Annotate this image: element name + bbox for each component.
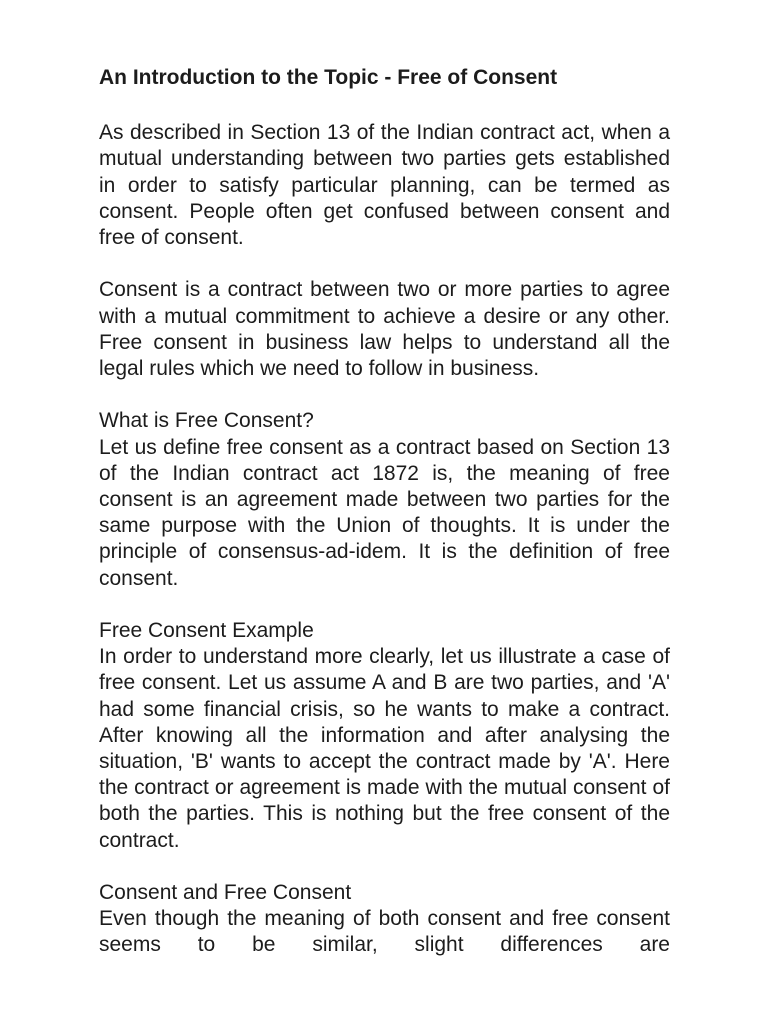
- document-page: [99, 62, 670, 985]
- intro-paragraph: Consent is a contract between two or more parties to agree with a mutual commitment to achieve a desire or any other. Free consent in business law helps to understand all the legal rules which we need to follow in business.: [99, 278, 670, 380]
- section-heading-what-is-free-consent: What is Free Consent?: [99, 409, 314, 433]
- document-title: An Introduction to the Topic - Free of Consent: [99, 66, 558, 89]
- section-body-consent-and-free-consent: Even though the meaning of both consent and free consent seems to be similar, slight differences are: [99, 907, 670, 957]
- section-body-free-consent-example: In order to understand more clearly, let us illustrate a case of free consent. Let us assume A and B are two parties, and 'A' had some financial crisis, so he wants to make a contract. After knowing all the information and after analysing the situation, 'B' wants to accept the contract made by 'A'. Here the contract or agreement is made with the mutual consent of both the parties. This is nothing but the free consent of the contract.: [99, 645, 670, 852]
- intro-paragraph: As described in Section 13 of the Indian contract act, when a mutual understanding between two parties gets established in order to satisfy particular planning, can be termed as consent. People often get confused between consent and free of consent.: [99, 121, 670, 249]
- section-body-what-is-free-consent: Let us define free consent as a contract based on Section 13 of the Indian contract act 1872 is, the meaning of free consent is an agreement made between two parties for the same purpose with the Union of thoughts. It is under the principle of consensus-ad-idem. It is the definition of free consent.: [99, 435, 670, 590]
- section-heading-free-consent-example: Free Consent Example: [99, 619, 314, 642]
- section-heading-consent-and-free-consent: Consent and Free Consent: [99, 881, 352, 905]
